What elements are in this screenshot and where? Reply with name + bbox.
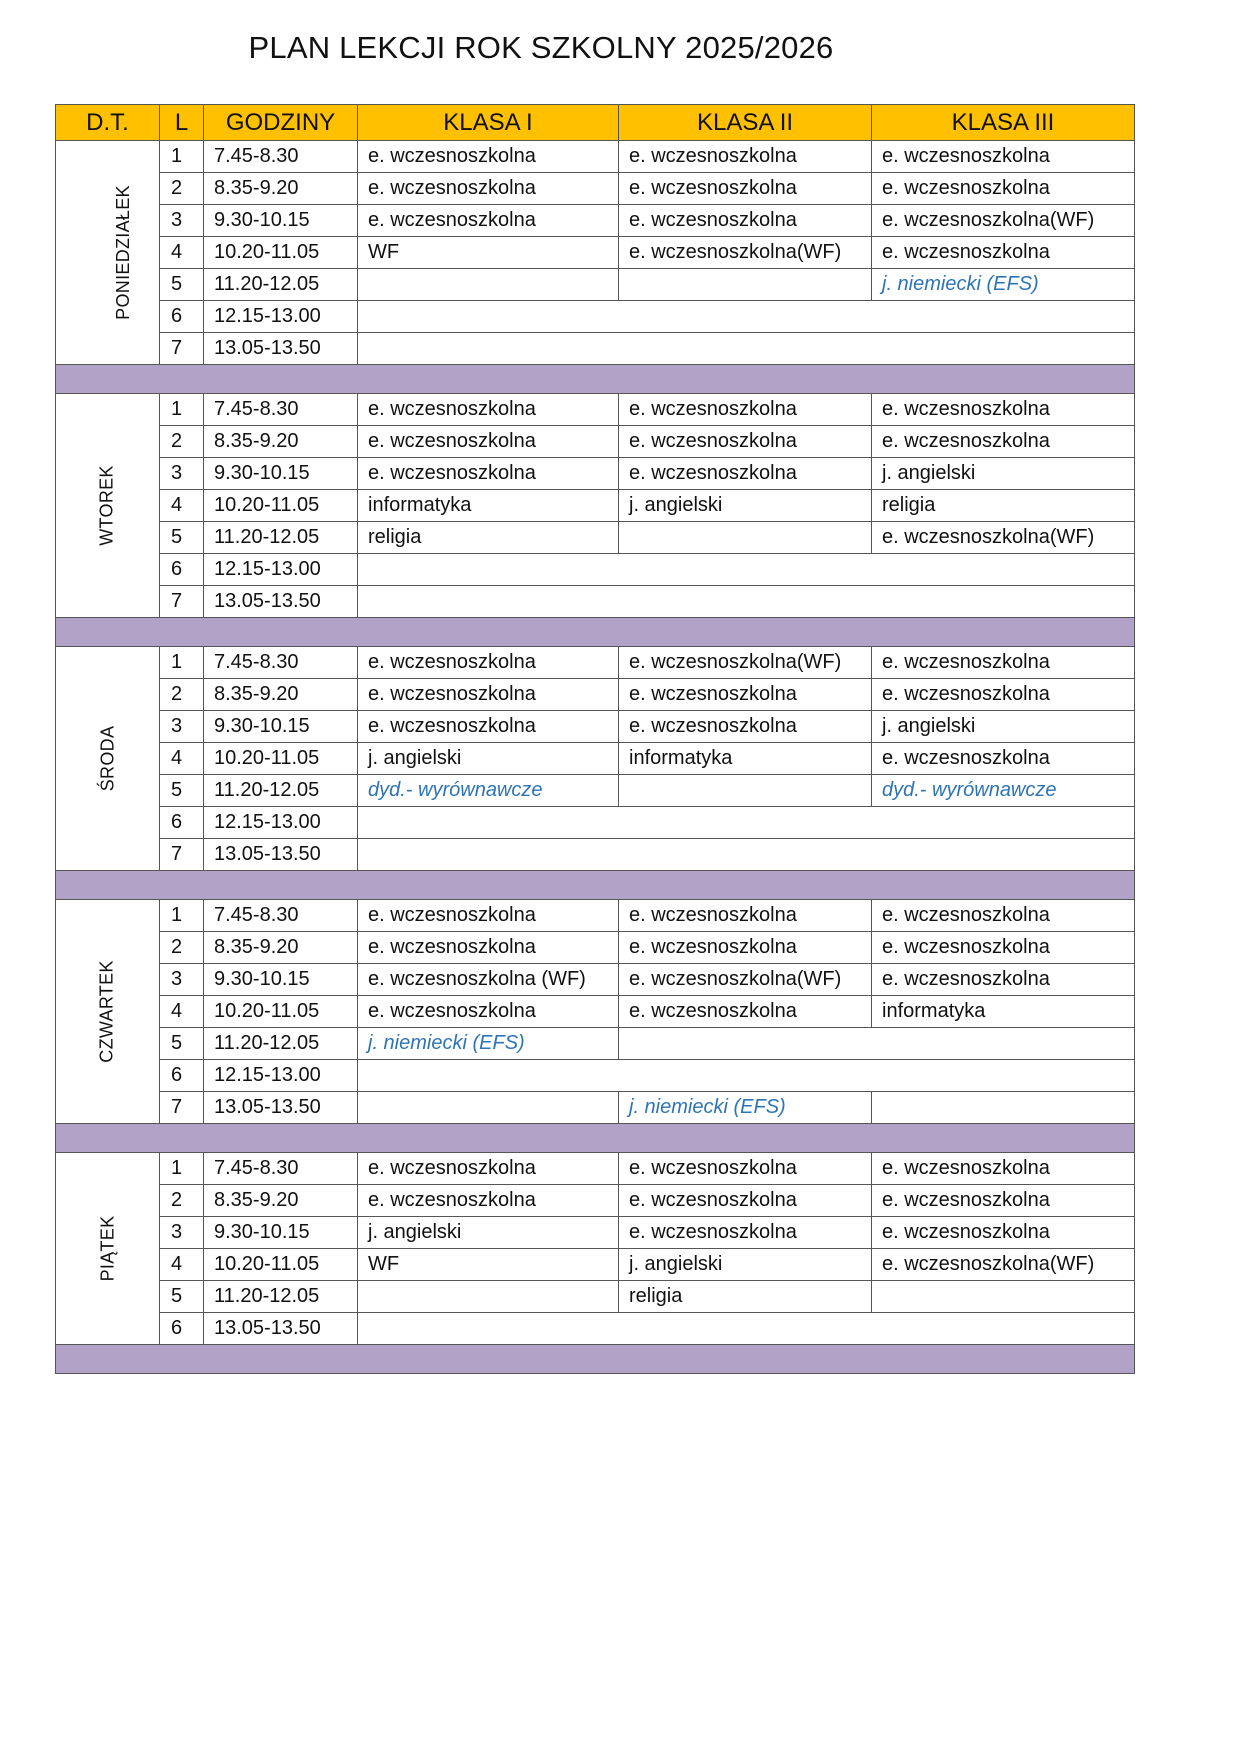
cell-klasa-1: e. wczesnoszkolna <box>358 173 619 205</box>
lesson-number: 6 <box>160 807 204 839</box>
cell-klasa-1: e. wczesnoszkolna <box>358 1153 619 1185</box>
lesson-number: 2 <box>160 173 204 205</box>
cell-klasa-3: e. wczesnoszkolna <box>872 932 1135 964</box>
cell-klasa-1: j. angielski <box>358 743 619 775</box>
lesson-time: 8.35-9.20 <box>204 1185 358 1217</box>
table-row <box>56 237 1135 269</box>
cell-klasa-2: e. wczesnoszkolna <box>619 900 872 932</box>
table-row <box>56 141 1135 173</box>
cell-klasa-2: informatyka <box>619 743 872 775</box>
cell-klasa-3: j. angielski <box>872 458 1135 490</box>
table-row <box>56 1060 1135 1092</box>
lesson-time: 8.35-9.20 <box>204 426 358 458</box>
lesson-time: 10.20-11.05 <box>204 743 358 775</box>
lesson-number: 7 <box>160 839 204 871</box>
header-row <box>56 105 1135 141</box>
lesson-time: 13.05-13.50 <box>204 1313 358 1345</box>
lesson-time: 8.35-9.20 <box>204 932 358 964</box>
lesson-number: 2 <box>160 426 204 458</box>
table-row <box>56 1281 1135 1313</box>
cell-klasa-3: e. wczesnoszkolna <box>872 141 1135 173</box>
cell-klasa-1: e. wczesnoszkolna <box>358 679 619 711</box>
lesson-time: 10.20-11.05 <box>204 237 358 269</box>
cell-klasa-1: e. wczesnoszkolna <box>358 205 619 237</box>
table-row <box>56 932 1135 964</box>
day-label <box>56 647 160 871</box>
cell-klasa-3: e. wczesnoszkolna(WF) <box>872 205 1135 237</box>
lesson-number: 5 <box>160 775 204 807</box>
table-row <box>56 743 1135 775</box>
day-label <box>56 141 160 365</box>
table-row <box>56 647 1135 679</box>
cell-klasa-1: e. wczesnoszkolna <box>358 932 619 964</box>
lesson-number: 3 <box>160 1217 204 1249</box>
cell-klasa-2: j. angielski <box>619 1249 872 1281</box>
table-row <box>56 1313 1135 1345</box>
empty-span-cell <box>358 301 1135 333</box>
table-row <box>56 900 1135 932</box>
lesson-time: 9.30-10.15 <box>204 205 358 237</box>
day-name: ŚRODA <box>96 725 117 792</box>
table-row <box>56 554 1135 586</box>
cell-klasa-2: e. wczesnoszkolna <box>619 173 872 205</box>
empty-span-cell <box>619 1028 1135 1060</box>
cell-klasa-3: dyd.- wyrównawcze <box>872 775 1135 807</box>
lesson-time: 13.05-13.50 <box>204 586 358 618</box>
lesson-number: 5 <box>160 522 204 554</box>
separator-cell <box>56 618 1135 647</box>
cell-klasa-1: e. wczesnoszkolna <box>358 996 619 1028</box>
cell-klasa-2: j. niemiecki (EFS) <box>619 1092 872 1124</box>
day-label <box>56 900 160 1124</box>
cell-klasa-2: e. wczesnoszkolna(WF) <box>619 964 872 996</box>
page-title: PLAN LEKCJI ROK SZKOLNY 2025/2026 <box>248 30 834 65</box>
table-row <box>56 1185 1135 1217</box>
cell-klasa-3 <box>872 1281 1135 1313</box>
lesson-number: 6 <box>160 301 204 333</box>
lesson-time: 12.15-13.00 <box>204 554 358 586</box>
cell-klasa-3 <box>872 1092 1135 1124</box>
cell-klasa-3: e. wczesnoszkolna <box>872 647 1135 679</box>
day-separator <box>56 1124 1135 1153</box>
lesson-time: 10.20-11.05 <box>204 490 358 522</box>
cell-klasa-2: e. wczesnoszkolna <box>619 394 872 426</box>
table-row <box>56 269 1135 301</box>
lesson-number: 4 <box>160 1249 204 1281</box>
header-hours: GODZINY <box>204 105 358 141</box>
lesson-number: 2 <box>160 932 204 964</box>
cell-klasa-2: e. wczesnoszkolna <box>619 141 872 173</box>
cell-klasa-1: j. angielski <box>358 1217 619 1249</box>
lesson-time: 11.20-12.05 <box>204 1028 358 1060</box>
cell-klasa-2: e. wczesnoszkolna <box>619 426 872 458</box>
empty-span-cell <box>358 839 1135 871</box>
table-row <box>56 1092 1135 1124</box>
table-row <box>56 679 1135 711</box>
lesson-number: 5 <box>160 269 204 301</box>
lesson-number: 1 <box>160 394 204 426</box>
table-row <box>56 394 1135 426</box>
table-row <box>56 964 1135 996</box>
cell-klasa-3: e. wczesnoszkolna <box>872 743 1135 775</box>
table-row <box>56 522 1135 554</box>
day-name: WTOREK <box>96 465 117 546</box>
schedule-table <box>55 104 1135 1374</box>
cell-klasa-2: religia <box>619 1281 872 1313</box>
cell-klasa-2: e. wczesnoszkolna <box>619 711 872 743</box>
day-name: PIĄTEK <box>96 1215 117 1282</box>
cell-klasa-1 <box>358 1092 619 1124</box>
lesson-number: 1 <box>160 1153 204 1185</box>
lesson-number: 5 <box>160 1028 204 1060</box>
lesson-number: 4 <box>160 743 204 775</box>
lesson-number: 3 <box>160 205 204 237</box>
lesson-time: 9.30-10.15 <box>204 458 358 490</box>
lesson-number: 5 <box>160 1281 204 1313</box>
day-label <box>56 394 160 618</box>
lesson-time: 12.15-13.00 <box>204 301 358 333</box>
cell-klasa-1: e. wczesnoszkolna <box>358 711 619 743</box>
header-klasa-1: KLASA I <box>358 105 619 141</box>
cell-klasa-1: e. wczesnoszkolna <box>358 647 619 679</box>
table-row <box>56 1028 1135 1060</box>
separator-cell <box>56 1345 1135 1374</box>
cell-klasa-1: j. niemiecki (EFS) <box>358 1028 619 1060</box>
lesson-time: 13.05-13.50 <box>204 333 358 365</box>
cell-klasa-3: j. angielski <box>872 711 1135 743</box>
lesson-number: 1 <box>160 141 204 173</box>
cell-klasa-2: e. wczesnoszkolna <box>619 205 872 237</box>
empty-span-cell <box>358 807 1135 839</box>
cell-klasa-3: religia <box>872 490 1135 522</box>
cell-klasa-1: informatyka <box>358 490 619 522</box>
cell-klasa-1: e. wczesnoszkolna <box>358 141 619 173</box>
table-row <box>56 301 1135 333</box>
table-row <box>56 1249 1135 1281</box>
lesson-number: 4 <box>160 237 204 269</box>
table-row <box>56 1217 1135 1249</box>
lesson-time: 9.30-10.15 <box>204 964 358 996</box>
lesson-number: 4 <box>160 996 204 1028</box>
lesson-time: 11.20-12.05 <box>204 269 358 301</box>
cell-klasa-1 <box>358 269 619 301</box>
lesson-time: 12.15-13.00 <box>204 1060 358 1092</box>
cell-klasa-1: e. wczesnoszkolna <box>358 426 619 458</box>
lesson-number: 3 <box>160 458 204 490</box>
table-row <box>56 205 1135 237</box>
lesson-time: 11.20-12.05 <box>204 1281 358 1313</box>
lesson-time: 7.45-8.30 <box>204 394 358 426</box>
day-name: CZWARTEK <box>97 960 117 1063</box>
table-row <box>56 586 1135 618</box>
cell-klasa-3: e. wczesnoszkolna <box>872 394 1135 426</box>
cell-klasa-1: WF <box>358 237 619 269</box>
header-klasa-3: KLASA III <box>872 105 1135 141</box>
header-klasa-2: KLASA II <box>619 105 872 141</box>
cell-klasa-2 <box>619 269 872 301</box>
cell-klasa-2 <box>619 775 872 807</box>
lesson-time: 11.20-12.05 <box>204 775 358 807</box>
cell-klasa-3: e. wczesnoszkolna(WF) <box>872 522 1135 554</box>
table-row <box>56 839 1135 871</box>
lesson-number: 2 <box>160 1185 204 1217</box>
cell-klasa-2: e. wczesnoszkolna(WF) <box>619 647 872 679</box>
cell-klasa-2: e. wczesnoszkolna <box>619 932 872 964</box>
lesson-number: 2 <box>160 679 204 711</box>
table-row <box>56 458 1135 490</box>
cell-klasa-2: j. angielski <box>619 490 872 522</box>
cell-klasa-1: e. wczesnoszkolna (WF) <box>358 964 619 996</box>
table-row <box>56 173 1135 205</box>
lesson-time: 10.20-11.05 <box>204 1249 358 1281</box>
day-separator <box>56 1345 1135 1374</box>
lesson-time: 9.30-10.15 <box>204 1217 358 1249</box>
cell-klasa-2: e. wczesnoszkolna <box>619 1153 872 1185</box>
lesson-number: 6 <box>160 1313 204 1345</box>
cell-klasa-1: e. wczesnoszkolna <box>358 458 619 490</box>
empty-span-cell <box>358 1060 1135 1092</box>
lesson-time: 8.35-9.20 <box>204 679 358 711</box>
table-row <box>56 1153 1135 1185</box>
lesson-number: 7 <box>160 333 204 365</box>
lesson-time: 12.15-13.00 <box>204 807 358 839</box>
table-row <box>56 333 1135 365</box>
cell-klasa-1: religia <box>358 522 619 554</box>
lesson-number: 1 <box>160 900 204 932</box>
lesson-number: 1 <box>160 647 204 679</box>
empty-span-cell <box>358 586 1135 618</box>
table-row <box>56 426 1135 458</box>
lesson-number: 7 <box>160 1092 204 1124</box>
cell-klasa-3: e. wczesnoszkolna <box>872 426 1135 458</box>
cell-klasa-2: e. wczesnoszkolna <box>619 458 872 490</box>
lesson-number: 3 <box>160 711 204 743</box>
cell-klasa-3: e. wczesnoszkolna <box>872 173 1135 205</box>
cell-klasa-3: e. wczesnoszkolna <box>872 679 1135 711</box>
lesson-number: 6 <box>160 1060 204 1092</box>
lesson-number: 3 <box>160 964 204 996</box>
cell-klasa-2: e. wczesnoszkolna(WF) <box>619 237 872 269</box>
table-row <box>56 711 1135 743</box>
lesson-time: 7.45-8.30 <box>204 1153 358 1185</box>
cell-klasa-3: e. wczesnoszkolna <box>872 237 1135 269</box>
empty-span-cell <box>358 554 1135 586</box>
lesson-time: 7.45-8.30 <box>204 900 358 932</box>
cell-klasa-3: j. niemiecki (EFS) <box>872 269 1135 301</box>
separator-cell <box>56 871 1135 900</box>
cell-klasa-2: e. wczesnoszkolna <box>619 679 872 711</box>
day-separator <box>56 618 1135 647</box>
day-separator <box>56 365 1135 394</box>
separator-cell <box>56 365 1135 394</box>
cell-klasa-3: e. wczesnoszkolna <box>872 900 1135 932</box>
cell-klasa-3: e. wczesnoszkolna <box>872 964 1135 996</box>
cell-klasa-1 <box>358 1281 619 1313</box>
lesson-time: 13.05-13.50 <box>204 839 358 871</box>
cell-klasa-1: e. wczesnoszkolna <box>358 900 619 932</box>
lesson-time: 7.45-8.30 <box>204 647 358 679</box>
lesson-number: 4 <box>160 490 204 522</box>
cell-klasa-2: e. wczesnoszkolna <box>619 1217 872 1249</box>
cell-klasa-3: e. wczesnoszkolna(WF) <box>872 1249 1135 1281</box>
day-name: PONIEDZIAŁEK <box>112 185 133 320</box>
empty-span-cell <box>358 1313 1135 1345</box>
table-row <box>56 807 1135 839</box>
cell-klasa-1: WF <box>358 1249 619 1281</box>
table-row <box>56 775 1135 807</box>
cell-klasa-3: informatyka <box>872 996 1135 1028</box>
cell-klasa-2: e. wczesnoszkolna <box>619 1185 872 1217</box>
separator-cell <box>56 1124 1135 1153</box>
lesson-number: 7 <box>160 586 204 618</box>
day-label <box>56 1153 160 1345</box>
cell-klasa-3: e. wczesnoszkolna <box>872 1185 1135 1217</box>
cell-klasa-1: e. wczesnoszkolna <box>358 394 619 426</box>
lesson-time: 10.20-11.05 <box>204 996 358 1028</box>
cell-klasa-2 <box>619 522 872 554</box>
cell-klasa-1: e. wczesnoszkolna <box>358 1185 619 1217</box>
cell-klasa-3: e. wczesnoszkolna <box>872 1153 1135 1185</box>
header-lesson: L <box>160 105 204 141</box>
cell-klasa-1: dyd.- wyrównawcze <box>358 775 619 807</box>
lesson-time: 7.45-8.30 <box>204 141 358 173</box>
table-row <box>56 490 1135 522</box>
cell-klasa-2: e. wczesnoszkolna <box>619 996 872 1028</box>
cell-klasa-3: e. wczesnoszkolna <box>872 1217 1135 1249</box>
lesson-time: 9.30-10.15 <box>204 711 358 743</box>
lesson-time: 11.20-12.05 <box>204 522 358 554</box>
table-row <box>56 996 1135 1028</box>
empty-span-cell <box>358 333 1135 365</box>
day-separator <box>56 871 1135 900</box>
header-day: D.T. <box>56 105 160 141</box>
lesson-time: 13.05-13.50 <box>204 1092 358 1124</box>
lesson-number: 6 <box>160 554 204 586</box>
lesson-time: 8.35-9.20 <box>204 173 358 205</box>
